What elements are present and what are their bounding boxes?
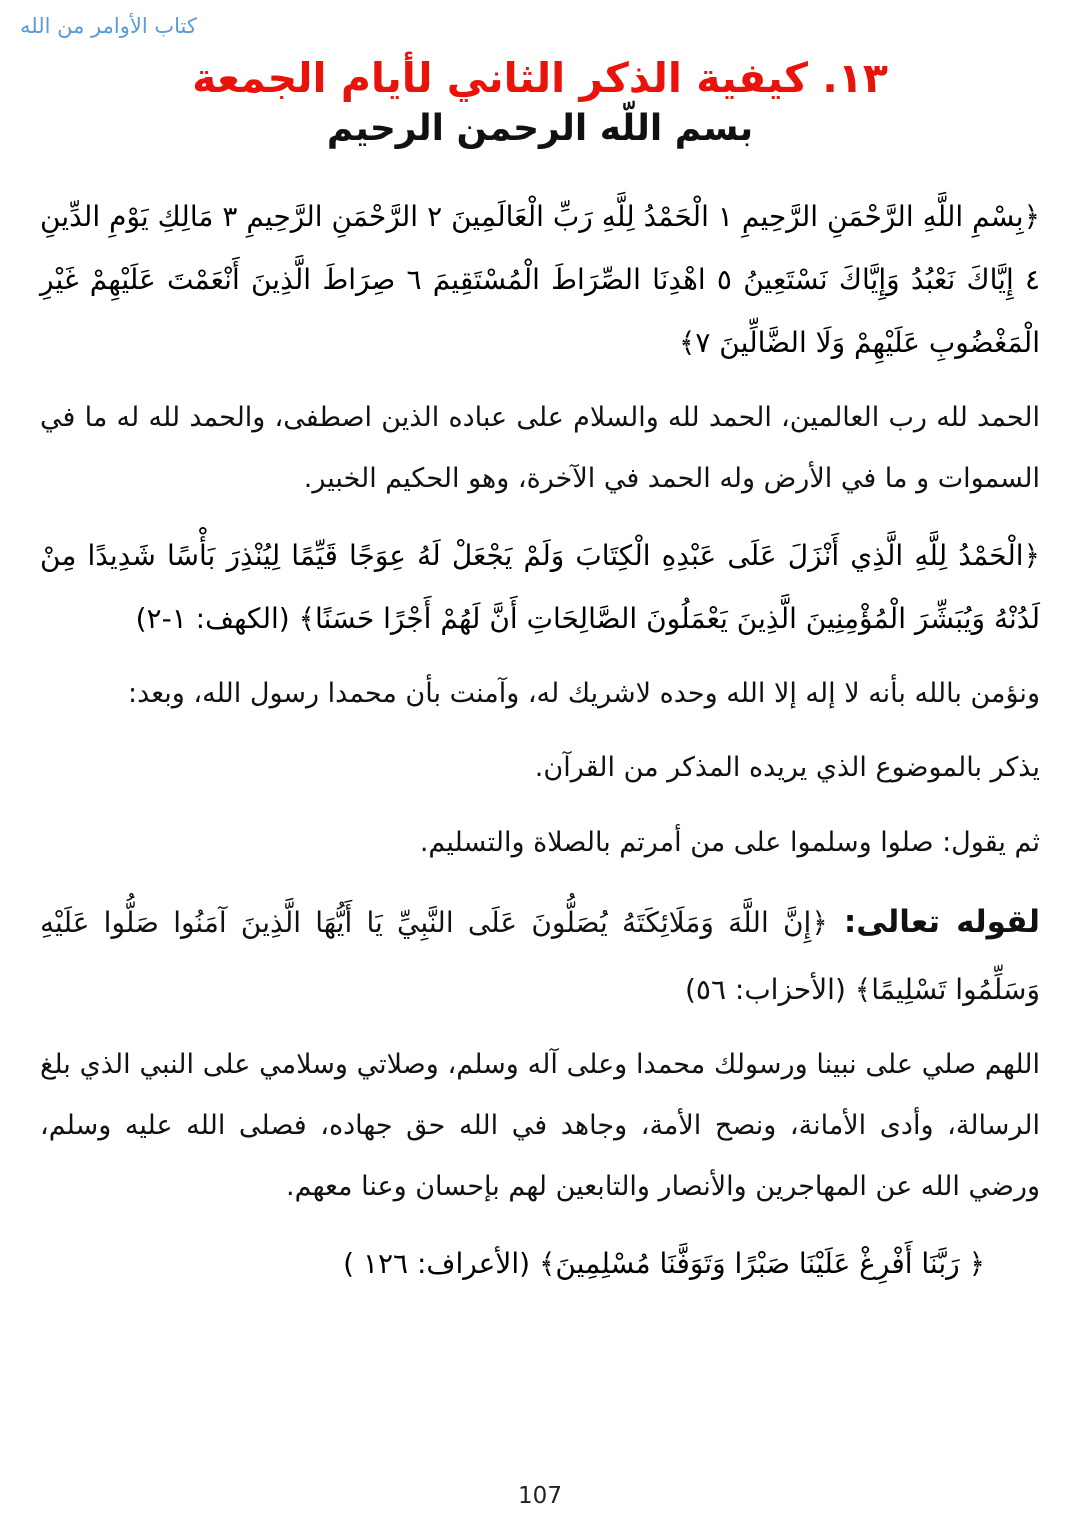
chapter-title: ١٣. كيفية الذكر الثاني لأيام الجمعة bbox=[192, 54, 888, 102]
quran-kahf: ﴿الْحَمْدُ لِلَّهِ الَّذِي أَنْزَلَ عَلَى عَبْدِهِ الْكِتَابَ وَلَمْ يَجْعَلْ لَهُ عِوَجًا قَيِّمًا لِيُنْذِرَ بَأْسًا شَدِيدًا مِنْ لَدُنْهُ وَيُبَشِّرَ الْمُؤْمِنِينَ الَّذِينَ يَعْمَلُونَ الصَّالِحَاتِ أَنَّ لَهُمْ أَجْرًا حَسَنًا﴾ (الكهف: ١-٢) bbox=[40, 538, 1040, 635]
book-header bbox=[20, 14, 1058, 38]
paragraph-hamd: الحمد لله رب العالمين، الحمد لله والسلام على عباده الذين اصطفى، والحمد لله له ما في السموات و ما في الأرض وله الحمد في الآخرة، وهو الحكيم الخبير. bbox=[40, 402, 1040, 494]
book-header-text: كتاب الأوامر من الله bbox=[20, 14, 197, 38]
quran-fatiha: ﴿بِسْمِ اللَّهِ الرَّحْمَنِ الرَّحِيمِ ١ الْحَمْدُ لِلَّهِ رَبِّ الْعَالَمِينَ ٢ الرَّحْمَنِ الرَّحِيمِ ٣ مَالِكِ يَوْمِ الدِّينِ ٤ إِيَّاكَ نَعْبُدُ وَإِيَّاكَ نَسْتَعِينُ ٥ اهْدِنَا الصِّرَاطَ الْمُسْتَقِيمَ ٦ صِرَاطَ الَّذِينَ أَنْعَمْتَ عَلَيْهِمْ غَيْرِ الْمَغْضُوبِ عَلَيْهِمْ وَلَا الضَّالِّينَ ٧﴾ bbox=[40, 200, 1041, 359]
basmala-heading: بسم اللّه الرحمن الرحيم bbox=[326, 108, 754, 149]
paragraph-instruction: ثم يقول: صلوا وسلموا على من أمرتم بالصلاة والتسليم. bbox=[419, 827, 1040, 858]
page-number: 107 bbox=[518, 1483, 562, 1509]
quran-araf: ﴿ رَبَّنَا أَفْرِغْ عَلَيْنَا صَبْرًا وَتَوَفَّنَا مُسْلِمِينَ﴾ (الأعراف: ١٢٦ ) bbox=[343, 1246, 985, 1280]
paragraph-dua: اللهم صلي على نبينا ورسولك محمدا وعلى آله وسلم، وصلاتي وسلامي على النبي الذي بلغ الرسالة، وأدى الأمانة، ونصح الأمة، وجاهد في الله حق جهاده، فصلى الله عليه وسلم، ورضي الله عن المهاجرين والأنصار والتابعين لهم بإحسان وعنا معهم. bbox=[40, 1049, 1040, 1202]
paragraph-iman: ونؤمن بالله بأنه لا إله إلا الله وحده لاشريك له، وآمنت بأن محمدا رسول الله، وبعد: bbox=[127, 677, 1040, 709]
paragraph-qawluhu bbox=[40, 888, 1040, 1022]
qawluhu-lead: لقوله تعالى: bbox=[827, 903, 1040, 940]
quran-ahzab: ﴿إِنَّ اللَّهَ وَمَلَائِكَتَهُ يُصَلُّونَ عَلَى النَّبِيِّ يَا أَيُّهَا الَّذِينَ آمَنُوا صَلُّوا عَلَيْهِ وَسَلِّمُوا تَسْلِيمًا﴾ (الأحزاب: ٥٦) bbox=[40, 905, 1040, 1006]
paragraph-reminder: يذكر بالموضوع الذي يريده المذكر من القرآن. bbox=[534, 752, 1040, 784]
page-content bbox=[0, 175, 1080, 1295]
